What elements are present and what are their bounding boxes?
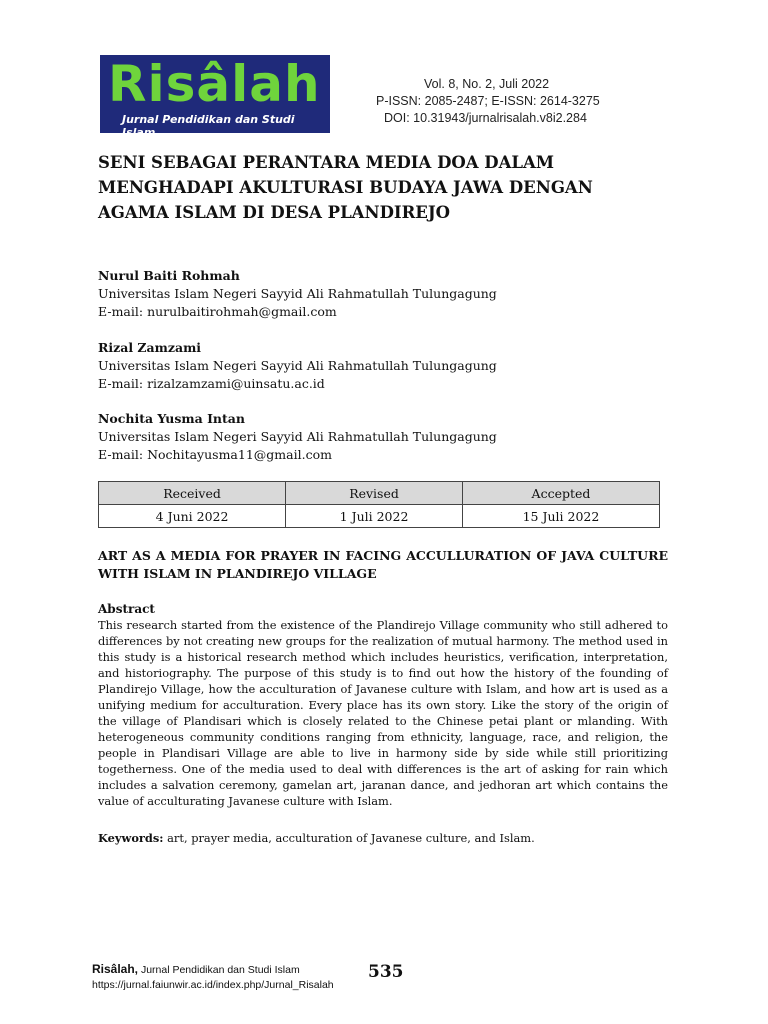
author-email: E-mail: rizalzamzami@uinsatu.ac.id bbox=[98, 376, 325, 391]
revised-date: 1 Juli 2022 bbox=[286, 505, 463, 528]
footer-brand: Risâlah, bbox=[92, 962, 139, 976]
author-email: E-mail: Nochitayusma11@gmail.com bbox=[98, 447, 332, 462]
author-affiliation: Universitas Islam Negeri Sayyid Ali Rahmatullah Tulungagung bbox=[98, 429, 497, 444]
author-affiliation: Universitas Islam Negeri Sayyid Ali Rahmatullah Tulungagung bbox=[98, 358, 497, 373]
footer-url[interactable]: https://jurnal.faiunwir.ac.id/index.php/Jurnal_Risalah bbox=[92, 979, 334, 991]
author-name: Nurul Baiti Rohmah bbox=[98, 268, 240, 283]
author-block bbox=[98, 339, 658, 393]
received-header: Received bbox=[99, 482, 286, 505]
footer-journal: Jurnal Pendidikan dan Studi Islam bbox=[140, 964, 300, 976]
volume-info: Vol. 8, No. 2, Juli 2022 bbox=[424, 77, 550, 91]
journal-logo bbox=[100, 55, 330, 139]
table-header-row bbox=[99, 482, 660, 505]
author-name: Nochita Yusma Intan bbox=[98, 411, 245, 426]
doi-info: DOI: 10.31943/jurnalrisalah.v8i2.284 bbox=[384, 111, 587, 125]
keywords-text: art, prayer media, acculturation of Javanese culture, and Islam. bbox=[167, 831, 535, 845]
submission-dates-table bbox=[98, 481, 660, 528]
abstract-text: This research started from the existence of the Plandirejo Village community who still adhered to differences by not creating new groups for the realization of mutual harmony. The method used in this study is a historical research method which includes heuristics, verification, interpretation, and historiography. The purpose of this study is to find out how the history of the founding of Plandirejo Village, how the acculturation of Javanese culture with Islam, and how art is used as a unifying medium for acculturation. Every place has its own story. Like the story of the origin of the village of Plandisari which is closely related to the Chinese petai plant or mlanding. With heterogeneous community conditions ranging from ethnicity, language, race, and religion, the people in Plandisari Village are able to live in harmony side by side while still prioritizing togetherness. One of the media used to deal with differences is the art of asking for rain which includes a salvation ceremony, gamelan art, jaranan dance, and jedhoran art which contains the value of acculturating Javanese culture with Islam. bbox=[98, 618, 668, 808]
logo-wordmark: Risâlah bbox=[108, 55, 321, 113]
keywords-line bbox=[98, 831, 668, 845]
author-block bbox=[98, 410, 658, 464]
table-row bbox=[99, 505, 660, 528]
revised-header: Revised bbox=[286, 482, 463, 505]
author-block bbox=[98, 267, 658, 321]
accepted-header: Accepted bbox=[462, 482, 659, 505]
issn-info: P-ISSN: 2085-2487; E-ISSN: 2614-3275 bbox=[376, 94, 600, 108]
abstract-heading: Abstract bbox=[98, 602, 155, 616]
accepted-date: 15 Juli 2022 bbox=[462, 505, 659, 528]
english-title: ART AS A MEDIA FOR PRAYER IN FACING ACCULLURATION OF JAVA CULTURE WITH ISLAM IN PLANDIREJO VILLAGE bbox=[98, 548, 668, 581]
keywords-label: Keywords: bbox=[98, 831, 164, 845]
author-name: Rizal Zamzami bbox=[98, 340, 202, 355]
article-title: SENI SEBAGAI PERANTARA MEDIA DOA DALAM MENGHADAPI AKULTURASI BUDAYA JAWA DENGAN AGAMA ISLAM DI DESA PLANDIREJO bbox=[98, 153, 593, 222]
issue-metadata bbox=[370, 76, 610, 127]
author-email: E-mail: nurulbaitirohmah@gmail.com bbox=[98, 304, 337, 319]
received-date: 4 Juni 2022 bbox=[99, 505, 286, 528]
page-footer bbox=[92, 962, 334, 993]
logo-subtitle: Jurnal Pendidikan dan Studi Islam bbox=[122, 113, 295, 139]
author-affiliation: Universitas Islam Negeri Sayyid Ali Rahmatullah Tulungagung bbox=[98, 286, 497, 301]
page-number: 535 bbox=[368, 962, 404, 982]
